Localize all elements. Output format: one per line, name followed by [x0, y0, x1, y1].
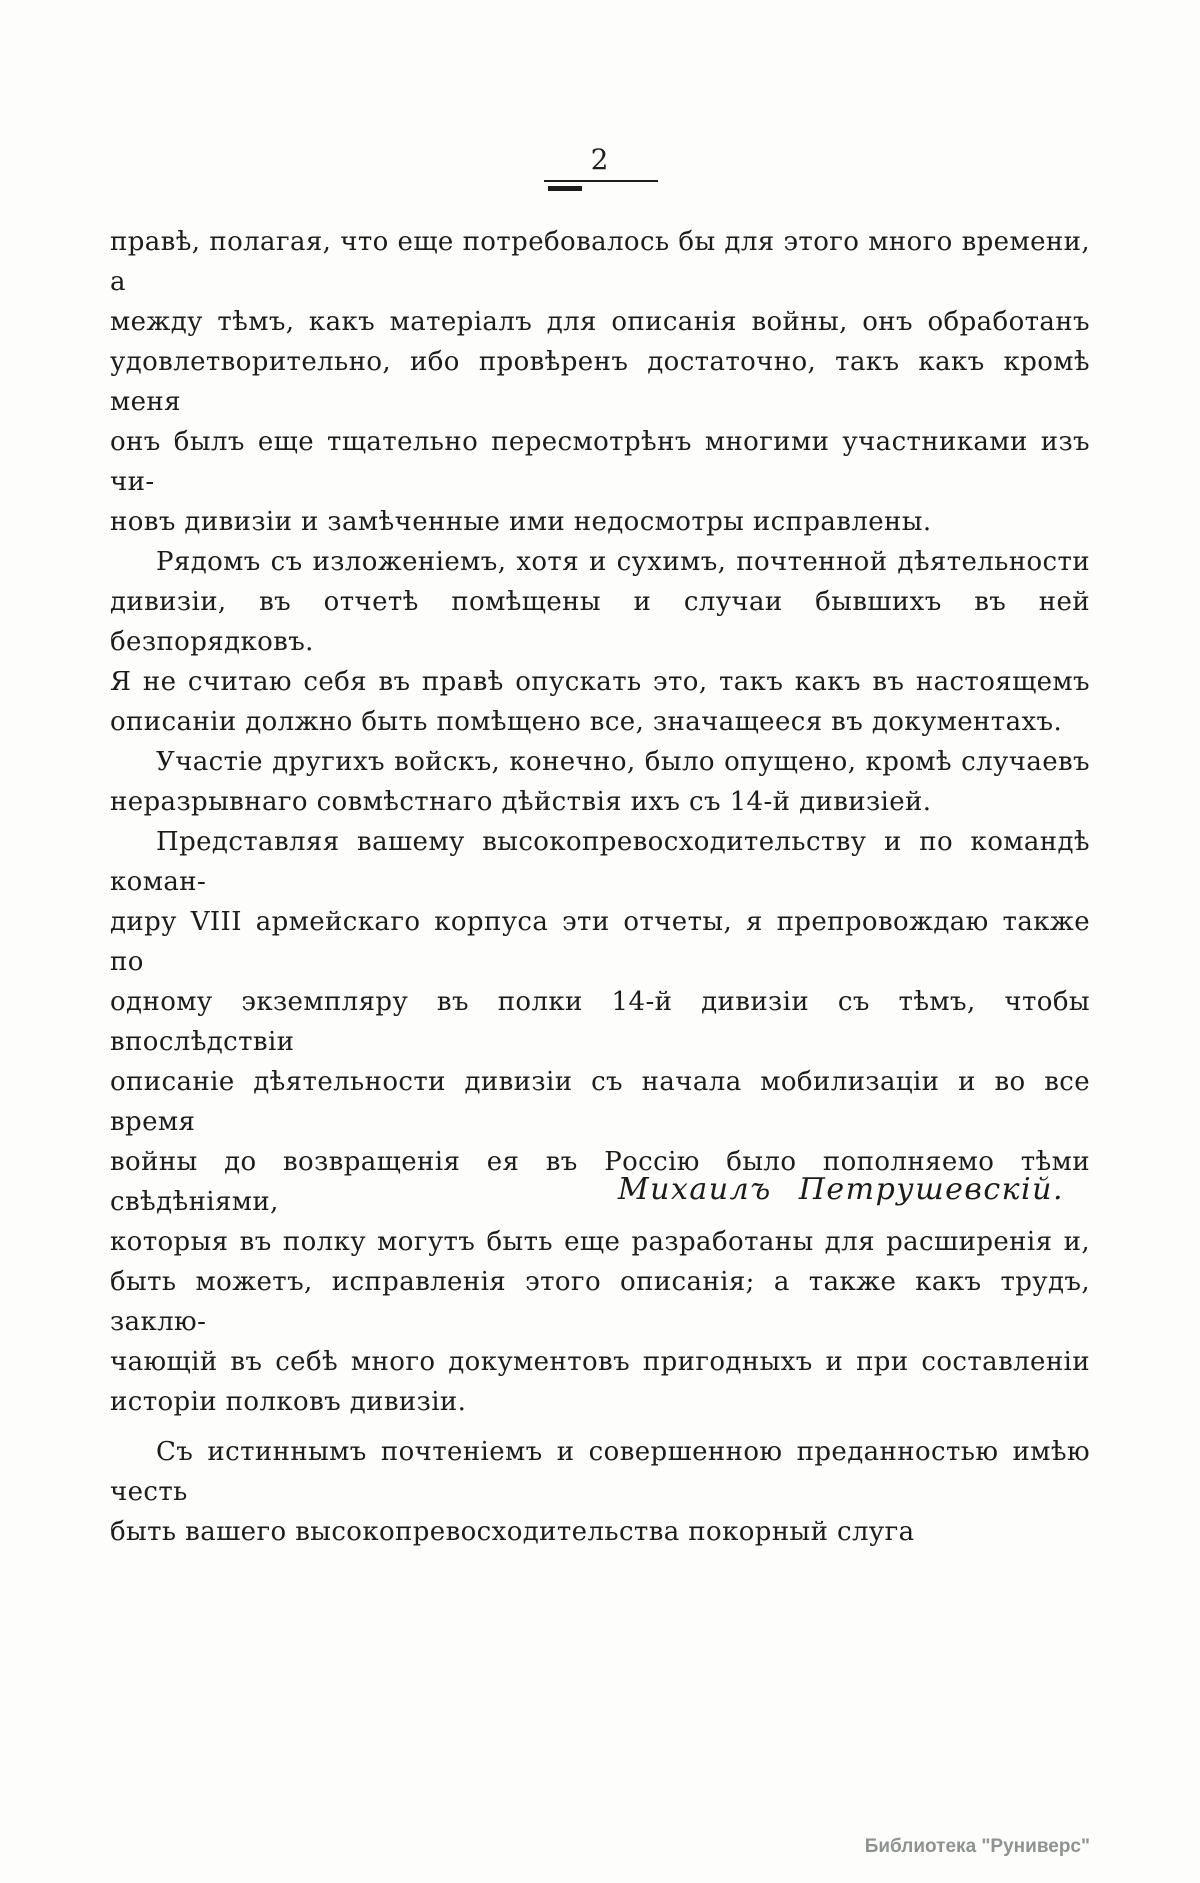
- text-line: Съ истиннымъ почтеніемъ и совершенною преданностью имѣю честь: [110, 1437, 1090, 1507]
- text-line: удовлетворительно, ибо провѣренъ достаточно, такъ какъ кромѣ меня: [110, 347, 1090, 417]
- text-line: чающій въ себѣ много документовъ пригодныхъ и при составленіи: [110, 1347, 1090, 1377]
- text-line: Я не считаю себя въ правѣ опускать это, такъ какъ въ настоящемъ: [110, 667, 1090, 697]
- text-line: быть можетъ, исправленія этого описанія; а также какъ трудъ, заклю-: [110, 1267, 1090, 1337]
- paragraph: [110, 1432, 1090, 1552]
- paragraph: [110, 822, 1090, 1422]
- text-line: правѣ, полагая, что еще потребовалось бы для этого много времени, а: [110, 227, 1090, 297]
- text-line: Участіе другихъ войскъ, конечно, было опущено, кромѣ случаевъ: [156, 747, 1090, 777]
- paragraph: [110, 742, 1090, 822]
- watermark: Библиотека "Руниверс": [864, 1836, 1090, 1857]
- signature: Михаилъ Петрушевскій.: [617, 1172, 1064, 1207]
- page-body: [110, 222, 1090, 1552]
- text-line: онъ былъ еще тщательно пересмотрѣнъ многими участниками изъ чи-: [110, 427, 1090, 497]
- text-line: быть вашего высокопревосходительства покорный слуга: [110, 1517, 915, 1547]
- text-line: неразрывнаго совмѣстнаго дѣйствія ихъ съ 14-й дивизіей.: [110, 787, 932, 817]
- text-line: войны до возвращенія ея въ Россію было пополняемо тѣми свѣдѣніями,: [110, 1147, 1090, 1217]
- paragraph: [110, 222, 1090, 542]
- text-line: новъ дивизіи и замѣченные ими недосмотры исправлены.: [110, 507, 932, 537]
- text-line: Представляя вашему высокопревосходительству и по командѣ коман-: [110, 827, 1090, 897]
- text-line: диру VIII армейскаго корпуса эти отчеты, я препровождаю также по: [110, 907, 1090, 977]
- text-line: дивизіи, въ отчетѣ помѣщены и случаи бывшихъ въ ней безпорядковъ.: [110, 587, 1090, 657]
- text-line: между тѣмъ, какъ матеріалъ для описанія войны, онъ обработанъ: [110, 307, 1090, 337]
- text-line: одному экземпляру въ полки 14-й дивизіи съ тѣмъ, чтобы впослѣдствіи: [110, 987, 1090, 1057]
- page-number-rule: [544, 180, 658, 182]
- page-number-rule-dash: [548, 186, 582, 191]
- page-number: 2: [590, 143, 610, 176]
- text-line: описаніи должно быть помѣщено все, значащееся въ документахъ.: [110, 707, 1063, 737]
- text-line: которыя въ полку могутъ быть еще разработаны для расширенія и,: [110, 1227, 1090, 1257]
- text-line: описаніе дѣятельности дивизіи съ начала мобилизаціи и во все время: [110, 1067, 1090, 1137]
- text-line: Рядомъ съ изложеніемъ, хотя и сухимъ, почтенной дѣятельности: [156, 547, 1090, 577]
- text-line: исторіи полковъ дивизіи.: [110, 1387, 467, 1417]
- paragraph: [110, 542, 1090, 742]
